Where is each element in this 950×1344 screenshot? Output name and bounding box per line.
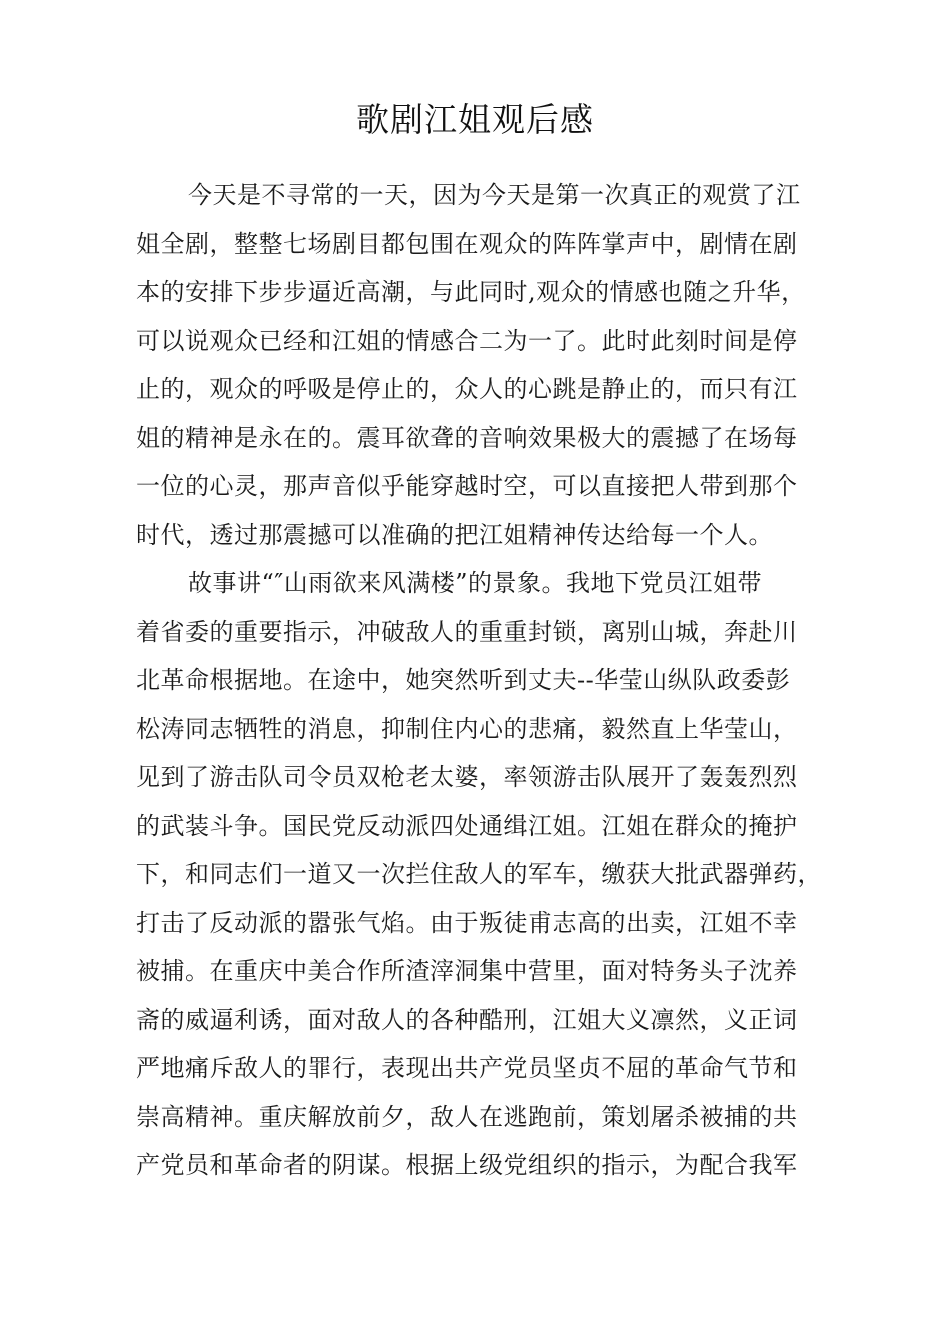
text-line: 本的安排下步步逼近高潮，与此同时,观众的情感也随之升华， [136, 278, 806, 306]
text-line: 打击了反动派的嚣张气焰。由于叛徒甫志高的出卖，江姐不幸 [136, 908, 798, 937]
text-line: 可以说观众已经和江姐的情感合二为一了。此时此刻时间是停 [136, 326, 798, 355]
text-line: 见到了游击队司令员双枪老太婆，率领游击队展开了轰轰烈烈 [136, 763, 798, 791]
text-line: 被捕。在重庆中美合作所渣滓洞集中营里，面对特务头子沈养 [136, 957, 798, 985]
text-line: 下，和同志们一道又一次拦住敌人的军车，缴获大批武器弹药， [136, 860, 822, 888]
text-line: 一位的心灵，那声音似乎能穿越时空，可以直接把人带到那个 [136, 472, 798, 500]
document-body [136, 171, 836, 1190]
text-line: 姐的精神是永在的。震耳欲聋的音响效果极大的震撼了在场每 [136, 423, 798, 452]
document-title: 歌剧江姐观后感 [356, 100, 594, 139]
text-line: 姐全剧，整整七场剧目都包围在观众的阵阵掌声中，剧情在剧 [136, 229, 798, 258]
text-line: 崇高精神。重庆解放前夕，敌人在逃跑前，策划屠杀被捕的共 [136, 1102, 798, 1131]
text-line: 产党员和革命者的阴谋。根据上级党组织的指示，为配合我军 [136, 1151, 798, 1179]
text-line: 斋的威逼利诱，面对敌人的各种酷刑，江姐大义凛然，义正词 [136, 1005, 798, 1034]
text-line: 严地痛斥敌人的罪行，表现出共产党员坚贞不屈的革命气节和 [136, 1054, 798, 1082]
text-line: 故事讲“″山雨欲来风满楼”的景象。我地下党员江姐带 [188, 569, 763, 597]
paragraph-2 [136, 559, 836, 1190]
text-line: 时代，透过那震撼可以准确的把江姐精神传达给每一个人。 [136, 520, 773, 549]
text-line: 北革命根据地。在途中，她突然听到丈夫--华莹山纵队政委彭 [136, 666, 791, 694]
paragraph-1 [136, 171, 836, 559]
text-line: 止的，观众的呼吸是停止的，众人的心跳是静止的，而只有江 [136, 375, 798, 403]
text-line: 今天是不寻常的一天，因为今天是第一次真正的观赏了江 [188, 181, 801, 209]
text-line: 着省委的重要指示，冲破敌人的重重封锁，离别山城，奔赴川 [136, 617, 798, 646]
text-line: 松涛同志牺牲的消息，抑制住内心的悲痛，毅然直上华莹山， [136, 714, 798, 743]
text-line: 的武装斗争。国民党反动派四处通缉江姐。江姐在群众的掩护 [136, 811, 798, 840]
